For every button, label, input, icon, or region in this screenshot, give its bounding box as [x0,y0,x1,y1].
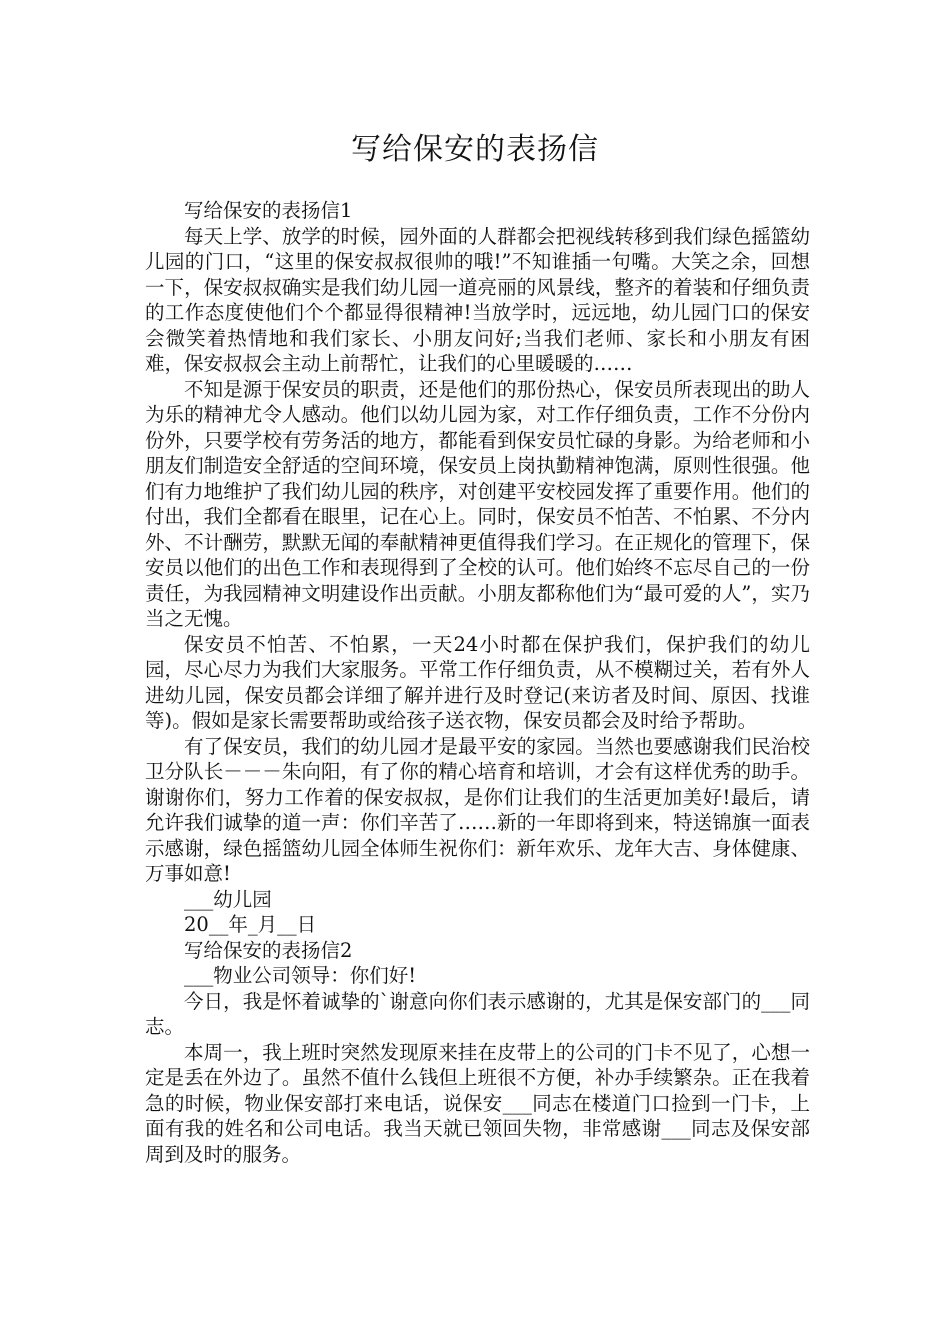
document-body [145,198,810,1167]
document-title: 写给保安的表扬信 [351,132,599,167]
paragraph: 有了保安员，我们的幼儿园才是最平安的家园。当然也要感谢我们民治校卫分队长－－－朱向阳，有了你的精心培育和培训，才会有这样优秀的助手。谢谢你们，努力工作着的保安叔叔，是你们让我们的生活更加美好!最后，请允许我们诚挚的道一声：你们辛苦了……新的一年即将到来，特送锦旗一面表示感谢，绿色摇篮幼儿园全体师生祝你们：新年欢乐、龙年大吉、身体健康、万事如意! [145,734,810,885]
signature-org: ___幼儿园 [184,887,272,911]
paragraph: 不知是源于保安员的职责，还是他们的那份热心，保安员所表现出的助人为乐的精神尤令人感动。他们以幼儿园为家，对工作仔细负责，工作不分份内份外，只要学校有劳务活的地方，都能看到保安员忙碌的身影。为给老师和小朋友们制造安全舒适的空间环境，保安员上岗执勤精神饱满，原则性很强。他们有力地维护了我们幼儿园的秩序，对创建平安校园发挥了重要作用。他们的付出，我们全都看在眼里，记在心上。同时，保安员不怕苦、不怕累、不分内外、不计酬劳，默默无闻的奉献精神更值得我们学习。在正规化的管理下，保安员以他们的出色工作和表现得到了全校的认可。他们始终不忘尽自己的一份责任，为我园精神文明建设作出贡献。小朋友都称他们为“最可爱的人”，实乃当之无愧。 [145,377,810,630]
salutation: ___物业公司领导：你们好! [184,964,417,987]
section-heading-2: 写给保安的表扬信2 [184,938,353,962]
section-heading-1: 写给保安的表扬信1 [184,199,353,222]
signature-date: 20__年_月__日 [184,913,317,936]
paragraph: 本周一，我上班时突然发现原来挂在皮带上的公司的门卡不见了，心想一定是丢在外边了。虽然不值什么钱但上班很不方便，补办手续繁杂。正在我着急的时候，物业保安部打来电话，说保安___同志在楼道门口捡到一门卡，上面有我的姓名和公司电话。我当天就已领回失物，非常感谢___同志及保安部周到及时的服务。 [145,1040,810,1166]
paragraph: 每天上学、放学的时候，园外面的人群都会把视线转移到我们绿色摇篮幼儿园的门口，“这里的保安叔叔很帅的哦!”不知谁插一句嘴。大笑之余，回想一下，保安叔叔确实是我们幼儿园一道亮丽的风景线，整齐的着装和仔细负责的工作态度使他们个个都显得很精神!当放学时，远远地，幼儿园门口的保安会微笑着热情地和我们家长、小朋友问好;当我们老师、家长和小朋友有困难，保安叔叔会主动上前帮忙，让我们的心里暖暖的…… [145,224,810,375]
paragraph: 今日，我是怀着诚挚的`谢意向你们表示感谢的，尤其是保安部门的___同志。 [145,989,810,1038]
paragraph: 保安员不怕苦、不怕累，一天24小时都在保护我们，保护我们的幼儿园，尽心尽力为我们大家服务。平常工作仔细负责，从不模糊过关，若有外人进幼儿园，保安员都会详细了解并进行及时登记(来访者及时间、原因、找谁等)。假如是家长需要帮助或给孩子送衣物，保安员都会及时给予帮助。 [145,632,810,732]
